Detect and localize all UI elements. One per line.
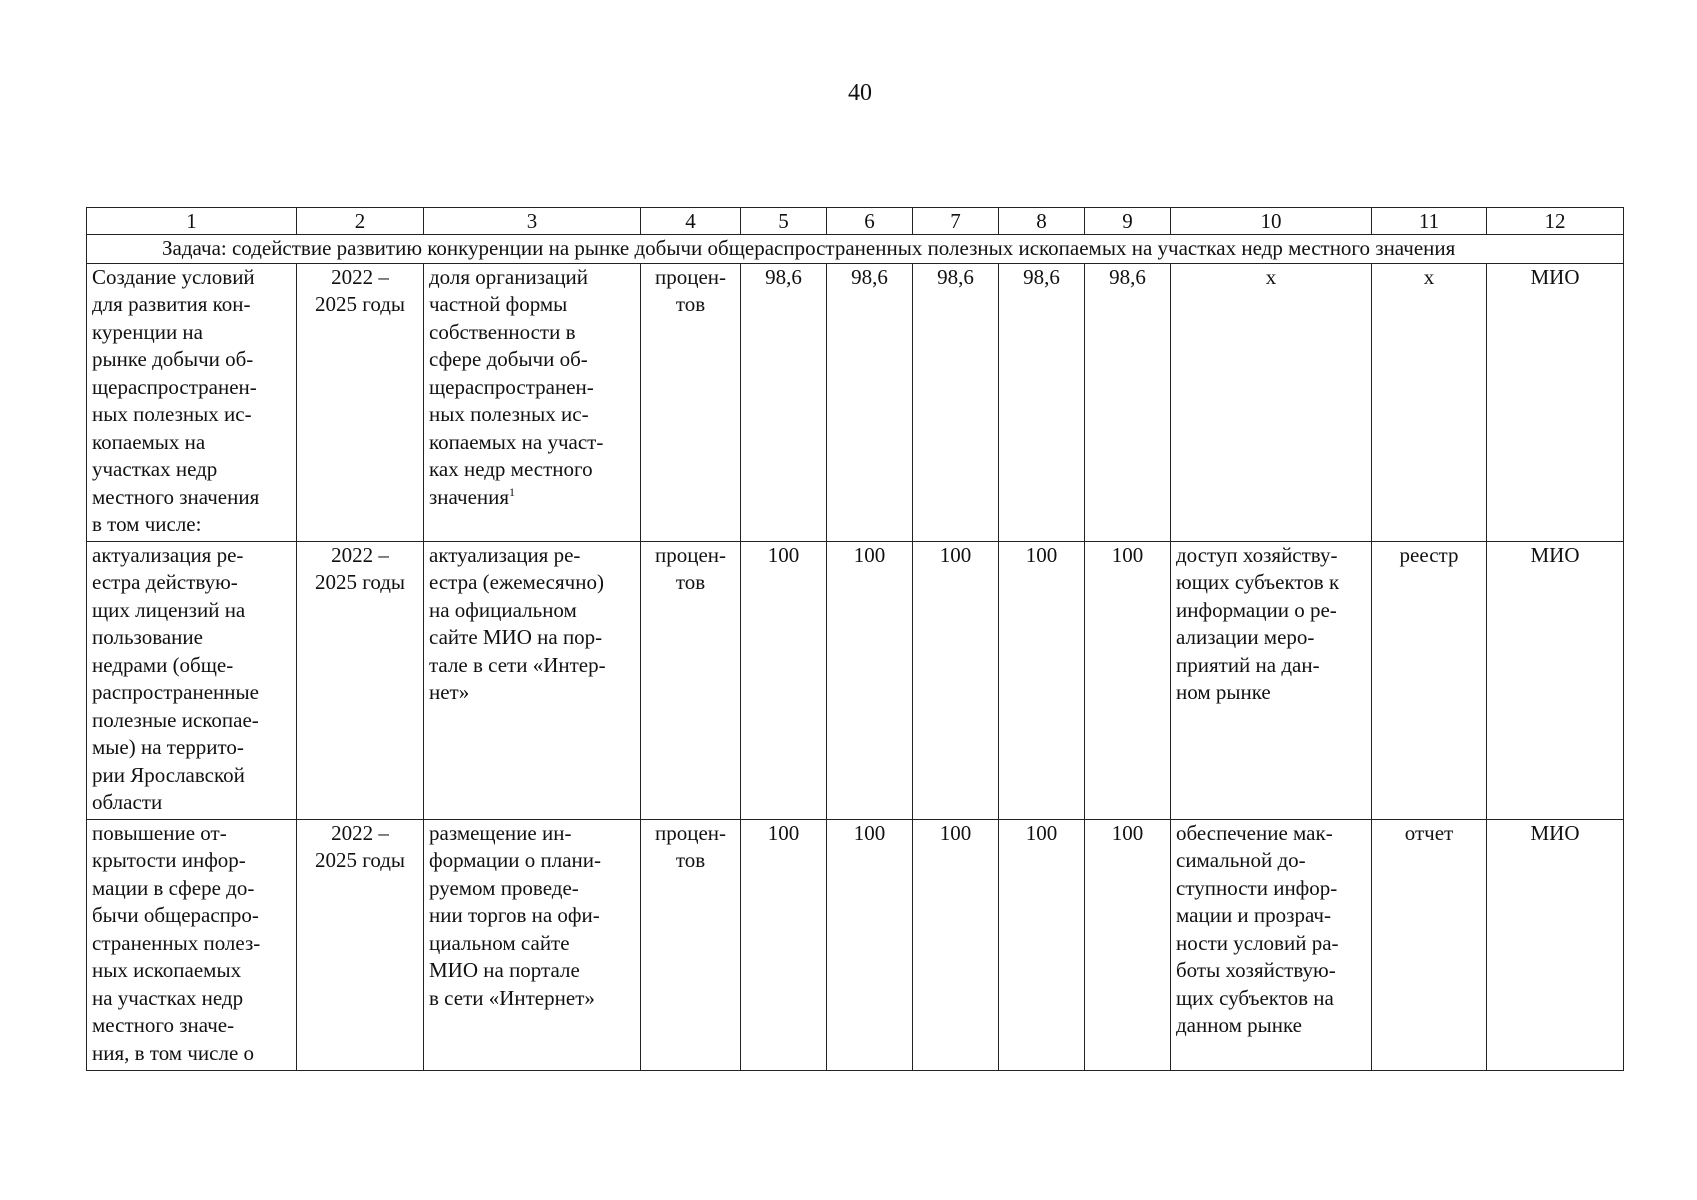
document-type: отчет [1372, 819, 1487, 1070]
value-2025: 98,6 [1085, 263, 1171, 541]
column-number: 11 [1372, 208, 1487, 235]
value-2022: 100 [827, 541, 913, 819]
column-number: 6 [827, 208, 913, 235]
page-number: 40 [848, 80, 872, 106]
value-2023: 100 [913, 819, 999, 1070]
value-2021: 100 [741, 541, 827, 819]
column-number: 4 [641, 208, 741, 235]
column-number: 5 [741, 208, 827, 235]
expected-result: обеспечение мак- симальной до- ступности инфор- мации и прозрач- ности условий ра- боты хозяйствую- щих субъектов на данном рынке [1171, 819, 1372, 1070]
unit: процен- тов [641, 263, 741, 541]
indicator [424, 263, 641, 541]
value-2022: 98,6 [827, 263, 913, 541]
footnote-mark: 1 [509, 484, 516, 499]
value-2023: 100 [913, 541, 999, 819]
table-row [87, 541, 1624, 819]
period: 2022 – 2025 годы [297, 263, 424, 541]
table-row [87, 263, 1624, 541]
document-type: реестр [1372, 541, 1487, 819]
value-2025: 100 [1085, 541, 1171, 819]
task-text: Задача: содействие развитию конкуренции на рынке добычи общераспространенных полезных ископаемых на участках недр местного значения [162, 236, 1456, 260]
value-2021: 100 [741, 819, 827, 1070]
measure-name: актуализация ре- естра действую- щих лицензий на пользование недрами (обще- распространенные полезные ископае- мые) на террито- рии Ярославской области [87, 541, 297, 819]
executor: МИО [1487, 541, 1624, 819]
expected-result: доступ хозяйству- ющих субъектов к информации о ре- ализации меро- приятий на дан- ном рынке [1171, 541, 1372, 819]
indicator: актуализация ре- естра (ежемесячно) на официальном сайте МИО на пор- тале в сети «Интер- нет» [424, 541, 641, 819]
task-cell [87, 235, 1624, 264]
document-type: х [1372, 263, 1487, 541]
column-number: 12 [1487, 208, 1624, 235]
executor: МИО [1487, 263, 1624, 541]
task-row [87, 235, 1624, 264]
measures-table [86, 207, 1624, 1071]
measure-name: Создание условий для развития кон- куренции на рынке добычи об- щераспространен- ных полезных ис- копаемых на участках недр местного значения в том числе: [87, 263, 297, 541]
unit: процен- тов [641, 541, 741, 819]
indicator-text: доля организаций частной формы собственности в сфере добычи об- щераспространен- ных полезных ис- копаемых на участ- ках недр местного значения [429, 264, 604, 509]
value-2021: 98,6 [741, 263, 827, 541]
column-number-row [87, 208, 1624, 235]
value-2022: 100 [827, 819, 913, 1070]
column-number: 10 [1171, 208, 1372, 235]
period: 2022 – 2025 годы [297, 819, 424, 1070]
column-number: 8 [999, 208, 1085, 235]
column-number: 2 [297, 208, 424, 235]
value-2023: 98,6 [913, 263, 999, 541]
column-number: 9 [1085, 208, 1171, 235]
value-2024: 100 [999, 541, 1085, 819]
table-row [87, 819, 1624, 1070]
column-number: 7 [913, 208, 999, 235]
column-number: 1 [87, 208, 297, 235]
value-2024: 98,6 [999, 263, 1085, 541]
value-2024: 100 [999, 819, 1085, 1070]
measure-name: повышение от- крытости инфор- мации в сфере до- бычи общераспро- страненных полез- ных ископаемых на участках недр местного значе- ния, в том числе о [87, 819, 297, 1070]
executor: МИО [1487, 819, 1624, 1070]
unit: процен- тов [641, 819, 741, 1070]
indicator: размещение ин- формации о плани- руемом проведе- нии торгов на офи- циальном сайте МИО на портале в сети «Интернет» [424, 819, 641, 1070]
expected-result: х [1171, 263, 1372, 541]
period: 2022 – 2025 годы [297, 541, 424, 819]
value-2025: 100 [1085, 819, 1171, 1070]
column-number: 3 [424, 208, 641, 235]
